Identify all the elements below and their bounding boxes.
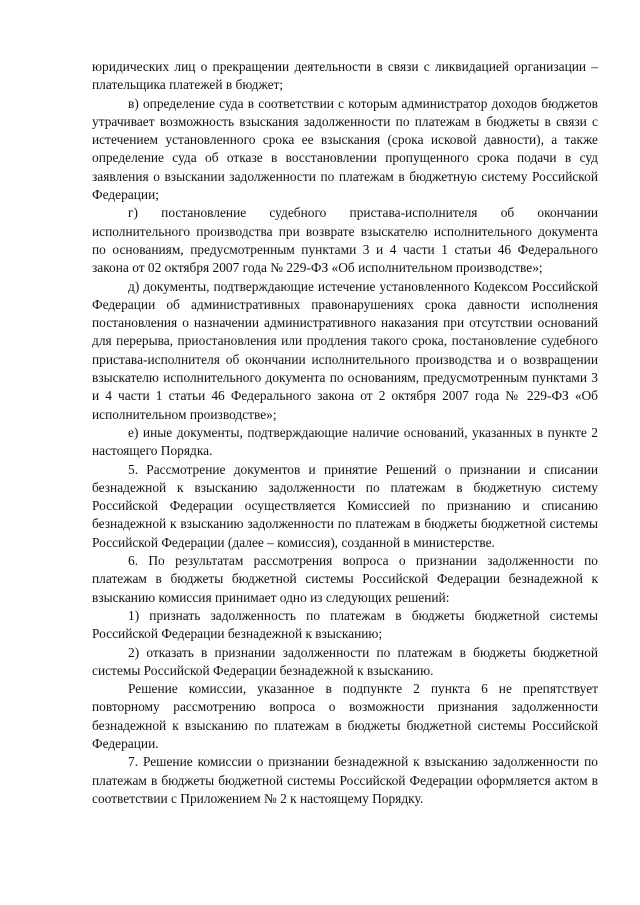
paragraph-section-7: 7. Решение комиссии о признании безнадежной к взысканию задолженности по платежам в бюджеты бюджетной системы Российской Федерации оформляется актом в соответствии с Приложением № 2 к настоящему Порядку. xyxy=(92,754,598,806)
document-page xyxy=(92,58,598,808)
paragraph-section-5: 5. Рассмотрение документов и принятие Решений о признании и списании безнадежной к взысканию задолженности по платежам в бюджетную систему Российской Федерации осуществляется Комиссией по признанию и списанию безнадежной к взысканию задолженности по платежам в бюджеты бюджетной системы Российской Федерации (далее – комиссия), созданной в министерстве. xyxy=(92,461,598,550)
paragraph-item-v: в) определение суда в соответствии с которым администратор доходов бюджетов утрачивает возможность взыскания задолженности по платежам в бюджеты в связи с истечением установленного срока ее взыскания (срока исковой давности), а также определение суда об отказе в восстановлении пропущенного срока подачи в суд заявления о взыскании задолженности по платежам в бюджетную систему Российской Федерации; xyxy=(92,95,598,203)
paragraph-item-d: д) документы, подтверждающие истечение установленного Кодексом Российской Федерации об административных правонарушениях срока давности исполнения постановления о назначении административного наказания при отсутствии оснований для перерыва, приостановления или продления такого срока, постановление судебного пристава-исполнителя об окончании исполнительного производства и о возвращении взыскателю исполнительного документа по основаниям, предусмотренным пунктами 3 и 4 части 1 статьи 46 Федерального закона от 2 октября 2007 года № 229-ФЗ «Об исполнительном производстве»; xyxy=(92,278,598,422)
paragraph-continuation: юридических лиц о прекращении деятельности в связи с ликвидацией организации – плательщика платежей в бюджет; xyxy=(92,59,598,93)
paragraph-commission-decision: Решение комиссии, указанное в подпункте 2 пункта 6 не препятствует повторному рассмотрению вопроса о возможности признания задолженности безнадежной к взысканию по платежам в бюджеты бюджетной системы Российской Федерации. xyxy=(92,681,598,751)
paragraph-section-6: 6. По результатам рассмотрения вопроса о признании задолженности по платежам в бюджеты бюджетной системы Российской Федерации безнадежной к взысканию комиссия принимает одно из следующих решений: xyxy=(92,553,598,605)
paragraph-option-2: 2) отказать в признании задолженности по платежам в бюджеты бюджетной системы Российской Федерации безнадежной к взысканию. xyxy=(92,644,598,678)
paragraph-item-e: е) иные документы, подтверждающие наличие оснований, указанных в пункте 2 настоящего Порядка. xyxy=(92,424,598,459)
paragraph-item-g: г) постановление судебного пристава-исполнителя об окончании исполнительного производства при возврате взыскателю исполнительного документа по основаниям, предусмотренным пунктами 3 и 4 части 1 статьи 46 Федерального закона от 02 октября 2007 года № 229-ФЗ «Об исполнительном производстве»; xyxy=(92,205,598,276)
paragraph-option-1: 1) признать задолженность по платежам в бюджеты бюджетной системы Российской Федерации безнадежной к взысканию; xyxy=(92,607,598,642)
